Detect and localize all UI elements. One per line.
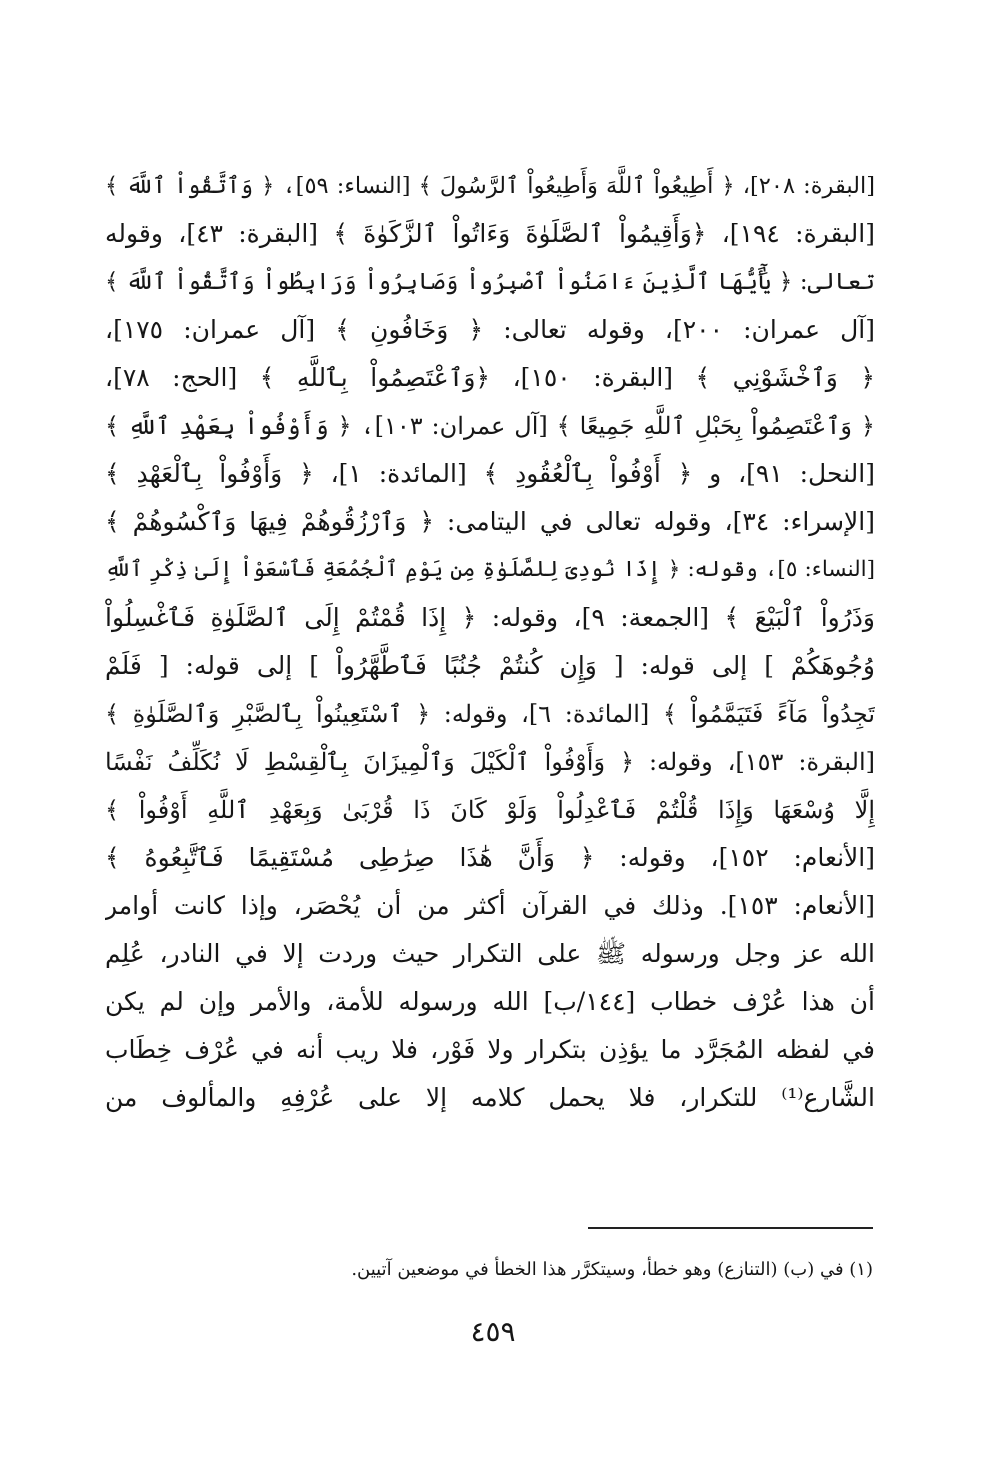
main-text — [105, 162, 875, 1122]
text-line: [آل عمران: ٢٠٠]، وقوله تعالى: ﴿ وَخَافُونِ ﴾ [آل عمران: ١٧٥]، — [105, 315, 875, 344]
text-line: وَذَرُواْ ٱلْبَيْعَ ﴾ [الجمعة: ٩]، وقوله: ﴿ إِذَا قُمْتُمْ إِلَى ٱلصَّلَوٰةِ فَٱغْسِلُواْ — [105, 603, 875, 632]
text-line: [النحل: ٩١]، و ﴿ أَوْفُواْ بِٱلْعُقُودِ ﴾ [المائدة: ١]، ﴿ وَأَوْفُواْ بِٱلْعَهْدِ ﴾ — [105, 459, 875, 488]
text-line: [الأنعام: ١٥٢]، وقوله: ﴿ وَأَنَّ هَٰذَا صِرَٰطِى مُسْتَقِيمًا فَٱتَّبِعُوهُ ﴾ — [105, 843, 875, 872]
text-line: [البقرة: ١٥٣]، وقوله: ﴿ وَأَوْفُواْ ٱلْكَيْلَ وَٱلْمِيزَانَ بِٱلْقِسْطِ لَا نُكَلِّفُ نَفْسًا — [105, 748, 875, 776]
footnote: (١) في (ب) (التنازع) وهو خطأ، وسيتكرَّر هذا الخطأ في موضعين آتيين. — [351, 1259, 873, 1280]
text-line: [البقرة: ١٩٤]، ﴿وَأَقِيمُواْ ٱلصَّلَوٰةَ وَءَاتُواْ ٱلزَّكَوٰةَ ﴾ [البقرة: ٤٣]، وقوله — [105, 219, 875, 248]
text-line: [الأنعام: ١٥٣]. وذلك في القرآن أكثر من أن يُحْصَر، وإذا كانت أوامر — [105, 891, 875, 920]
text-line: الله عز وجل ورسوله ﷺ على التكرار حيث وردت إلا في النادر، عُلِم — [105, 939, 875, 968]
footnote-divider — [588, 1227, 873, 1229]
text-line: [النساء: ٥]، وقوله: ﴿ إِذَا نُودِىَ لِلصَّلَوٰةِ مِن يَوْمِ ٱلْجُمُعَةِ فَٱسْعَوْاْ إِلَىٰ ذِكْرِ ٱللَّهِ — [105, 557, 875, 582]
text-line: [الإسراء: ٣٤]، وقوله تعالى في اليتامى: ﴿ وَٱرْزُقُوهُمْ فِيهَا وَٱكْسُوهُمْ ﴾ — [105, 507, 875, 536]
text-line: ﴿ وَٱخْشَوْنِي ﴾ [البقرة: ١٥٠]، ﴿وَٱعْتَصِمُواْ بِٱللَّهِ ﴾ [الحج: ٧٨]، — [105, 363, 875, 392]
text-line: في لفظه المُجَرَّد ما يؤذِن بتكرار ولا فَوْر، فلا ريب أنه في عُرْف خِطَاب — [105, 1035, 875, 1064]
text-line: إِلَّا وُسْعَهَا وَإِذَا قُلْتُمْ فَٱعْدِلُواْ وَلَوْ كَانَ ذَا قُرْبَىٰ وَبِعَهْدِ ٱللَّهِ أَوْفُواْ ﴾ — [105, 796, 875, 824]
text-line: وُجُوهَكُمْ ] إلى قوله: [ وَإِن كُنتُمْ جُنُبًا فَٱطَّهَّرُواْ ] إلى قوله: [ فَلَمْ — [105, 651, 875, 680]
text-line: تعالى: ﴿ يَٰٓأَيُّهَا ٱلَّذِينَ ءَامَنُواْ ٱصْبِرُواْ وَصَابِرُواْ وَرَابِطُواْ وَٱتَّقُواْ ٱللَّهَ ﴾ — [105, 269, 875, 295]
text-line: [البقرة: ٢٠٨]، ﴿ أَطِيعُواْ ٱللَّهَ وَأَطِيعُواْ ٱلرَّسُولَ ﴾ [النساء: ٥٩]، ﴿ وَٱتَّقُواْ ٱللَّهَ ﴾ — [105, 173, 875, 199]
text-line: الشَّارع⁽¹⁾ للتكرار، فلا يحمل كلامه إلا على عُرْفِهِ والمألوف من — [105, 1083, 875, 1112]
text-line: تَجِدُواْ مَآءً فَتَيَمَّمُواْ ﴾ [المائدة: ٦]، وقوله: ﴿ ٱسْتَعِينُواْ بِٱلصَّبْرِ وَٱلصَّلَوٰةِ ﴾ — [105, 700, 875, 728]
page-number: ٤٥٩ — [470, 1315, 516, 1348]
text-line: ﴿ وَٱعْتَصِمُواْ بِحَبْلِ ٱللَّهِ جَمِيعًا ﴾ [آل عمران: ١٠٣]، ﴿ وَأَوْفُواْ بِعَهْدِ ٱللَّهِ ﴾ — [105, 412, 875, 440]
text-line: أن هذا عُرْف خطاب [١٤٤/ب] الله ورسوله للأمة، والأمر وإن لم يكن — [105, 987, 875, 1016]
